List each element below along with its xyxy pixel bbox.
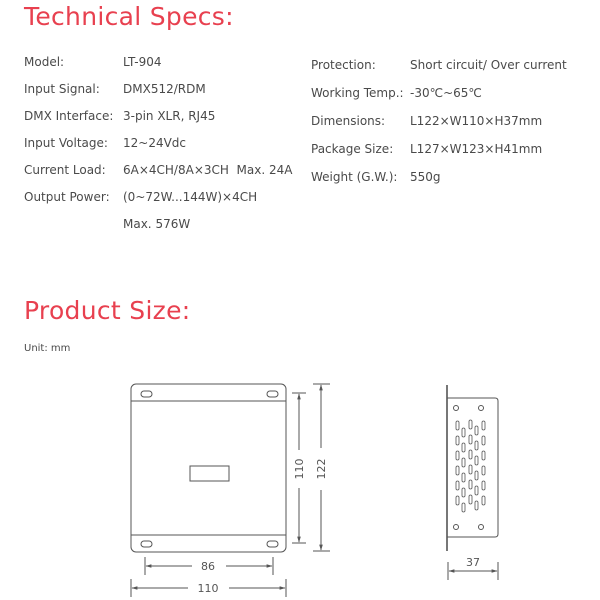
spec-label: Output Power: [24,190,110,204]
spec-value: L122×W110×H37mm [410,114,543,128]
spec-label: Input Signal: [24,82,100,96]
product-size-title: Product Size: [24,296,191,325]
spec-label: Protection: [311,58,376,72]
unit-label: Unit: mm [24,343,71,354]
dim-inner-height: 110 [293,458,306,480]
spec-value: LT-904 [123,55,162,69]
dim-depth: 37 [466,556,480,569]
spec-value: 550g [410,170,441,184]
spec-label: Input Voltage: [24,136,108,150]
dim-outer-height: 122 [315,458,328,480]
technical-specs-title: Technical Specs: [24,2,234,31]
spec-label: Working Temp.: [311,86,404,100]
spec-label: Model: [24,55,65,69]
front-view-drawing [131,384,330,597]
spec-label: Dimensions: [311,114,386,128]
spec-value: 12~24Vdc [123,136,187,150]
dim-outer-width: 110 [197,582,219,595]
spec-value: Max. 576W [123,217,191,231]
spec-value: (0~72W...144W)×4CH [123,190,258,204]
dim-inner-width: 86 [201,560,215,573]
spec-label: Package Size: [311,142,394,156]
spec-value: L127×W123×H41mm [410,142,543,156]
spec-value: DMX512/RDM [123,82,206,96]
spec-value: 3-pin XLR, RJ45 [123,109,216,123]
spec-value: -30℃~65℃ [410,86,482,100]
spec-label: Current Load: [24,163,106,177]
side-view-drawing [447,385,498,580]
spec-value: Short circuit/ Over current [410,58,567,72]
spec-value: 6A×4CH/8A×3CH Max. 24A [123,163,293,177]
spec-label: Weight (G.W.): [311,170,398,184]
spec-label: DMX Interface: [24,109,114,123]
